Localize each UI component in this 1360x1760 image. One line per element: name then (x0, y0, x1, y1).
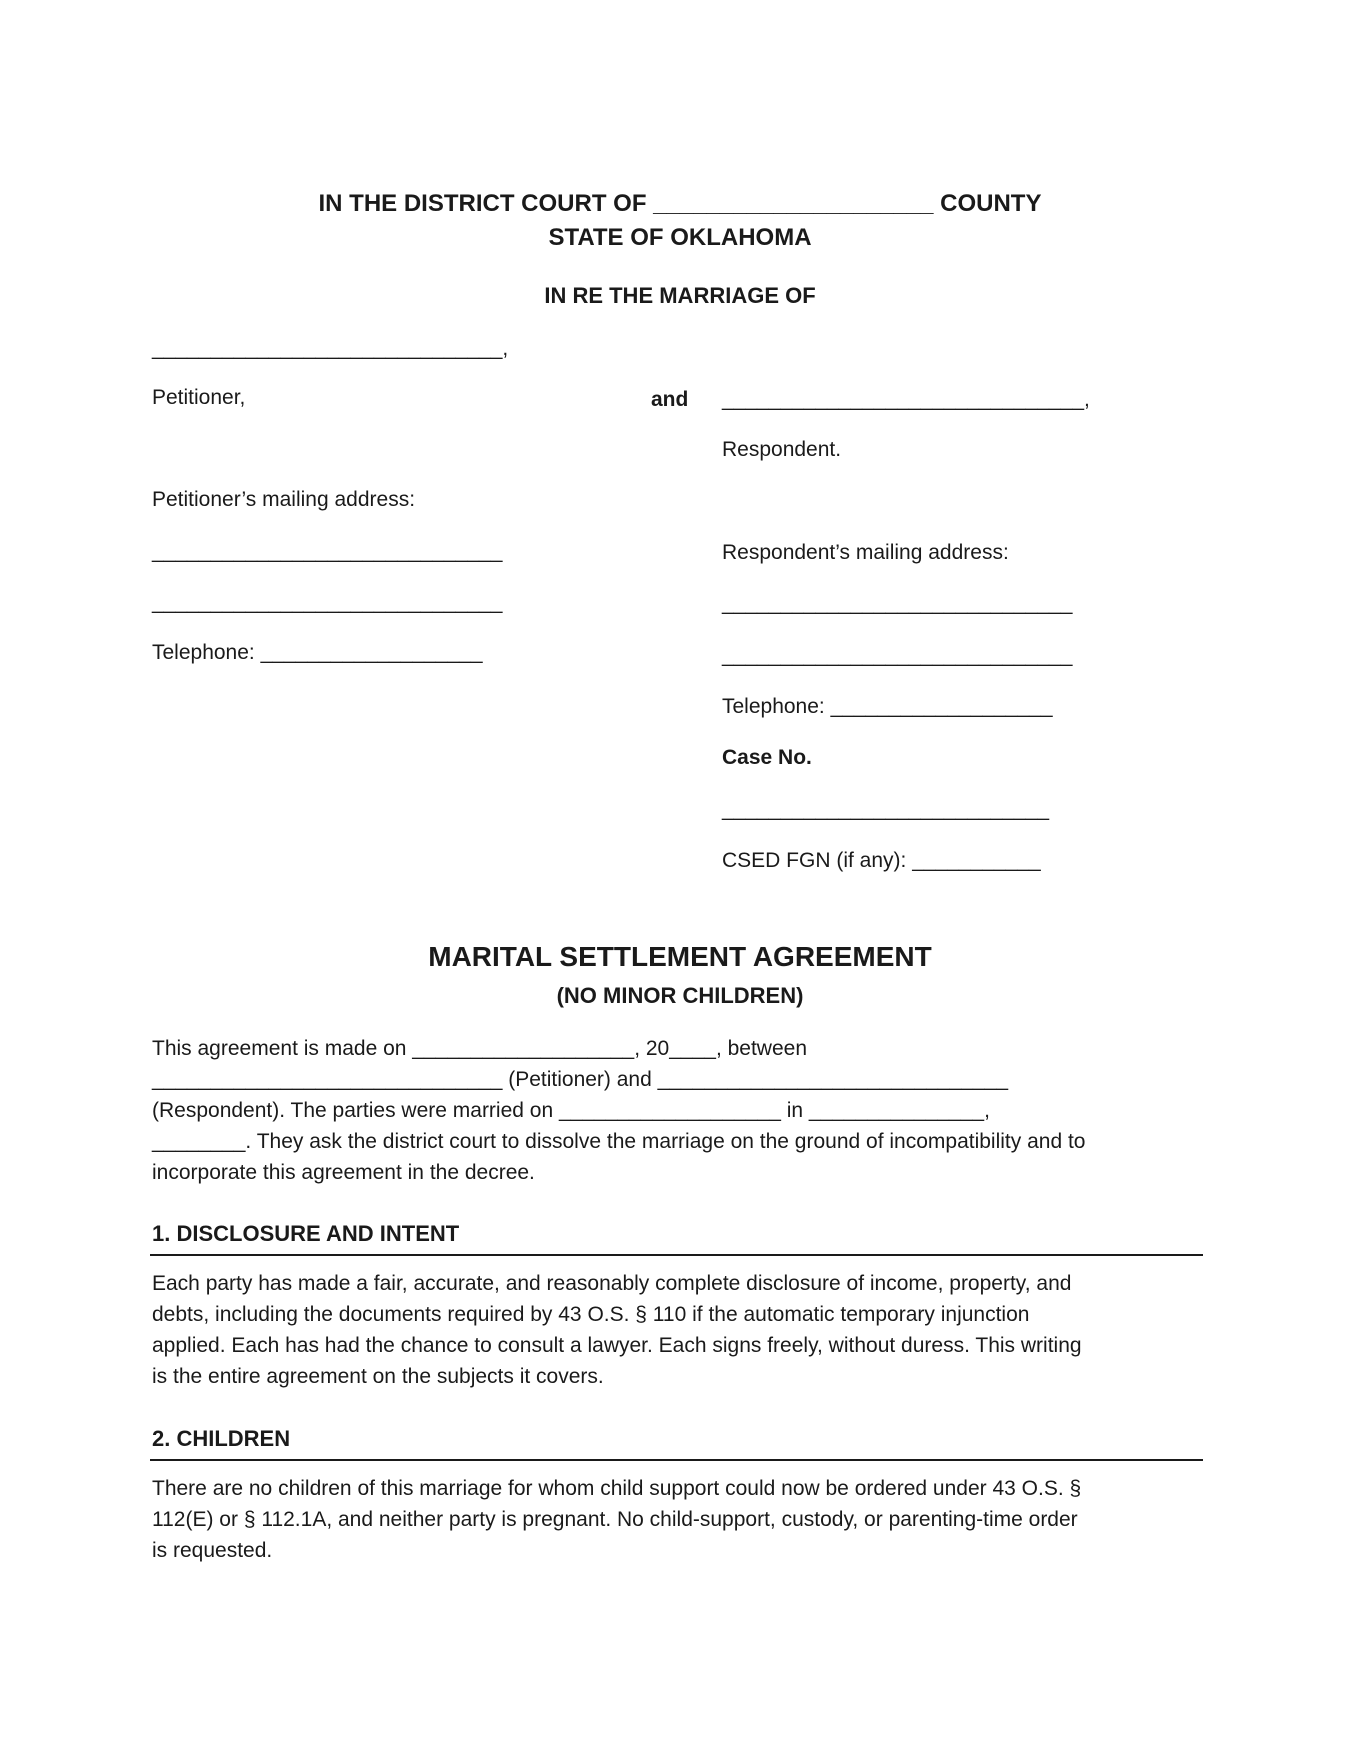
document-title: MARITAL SETTLEMENT AGREEMENT (428, 941, 932, 972)
intro-line: incorporate this agreement in the decree. (152, 1161, 535, 1184)
petitioner-address-label: Petitioner’s mailing address: (152, 488, 416, 511)
section-2-paragraph (152, 1473, 1222, 1566)
section-1-line: is the entire agreement on the subjects it covers. (152, 1365, 604, 1388)
respondent-label: Respondent. (722, 438, 842, 461)
section-1-paragraph (152, 1268, 1222, 1392)
petitioner-address-line-2: ______________________________ (152, 591, 503, 614)
petitioner-label: Petitioner, (152, 386, 246, 409)
case-number-blank: ____________________________ (722, 798, 1050, 821)
respondent-name-blank: _______________________________, (722, 388, 1090, 411)
petitioner-address-line-1: ______________________________ (152, 540, 503, 563)
respondent-address-line-1: ______________________________ (722, 592, 1073, 615)
section-2-line: is requested. (152, 1539, 273, 1562)
intro-line: (Respondent). The parties were married on ___________________ in _______________, (152, 1099, 990, 1122)
section-2-line: 112(E) or § 112.1A, and neither party is pregnant. No child-support, custody, or parenting-time order (152, 1508, 1078, 1531)
csed-fgn-field: CSED FGN (if any): ___________ (722, 849, 1041, 872)
section-1-line: applied. Each has had the chance to consult a lawyer. Each signs freely, without duress. This writing (152, 1334, 1082, 1357)
section-1-line: Each party has made a fair, accurate, and reasonably complete disclosure of income, property, and (152, 1272, 1072, 1295)
respondent-address-label: Respondent’s mailing address: (722, 541, 1009, 564)
intro-paragraph (152, 1033, 1222, 1188)
court-caption-line: IN THE DISTRICT COURT OF _____________________ COUNTY (318, 190, 1042, 217)
state-caption-line: STATE OF OKLAHOMA (548, 224, 812, 251)
section-1-heading: 1. DISCLOSURE AND INTENT (152, 1221, 460, 1246)
section-2-heading: 2. CHILDREN (152, 1426, 291, 1451)
section-1-line: debts, including the documents required by 43 O.S. § 110 if the automatic temporary injunction (152, 1303, 1030, 1326)
document-subtitle: (NO MINOR CHILDREN) (556, 983, 804, 1008)
section-1-divider (150, 1254, 1203, 1256)
petitioner-telephone: Telephone: ___________________ (152, 641, 483, 664)
in-re-heading: IN RE THE MARRIAGE OF (544, 283, 816, 308)
and-label: and (651, 388, 689, 411)
petitioner-name-blank: ______________________________, (152, 337, 509, 360)
respondent-address-line-2: ______________________________ (722, 644, 1073, 667)
intro-line: ______________________________ (Petitioner) and ______________________________ (152, 1068, 1008, 1091)
intro-line: This agreement is made on ___________________, 20____, between (152, 1037, 808, 1060)
case-number-label: Case No. (722, 746, 812, 769)
section-2-divider (150, 1459, 1203, 1461)
respondent-telephone: Telephone: ___________________ (722, 695, 1053, 718)
section-2-line: There are no children of this marriage for whom child support could now be ordered under 43 O.S. § (152, 1477, 1082, 1500)
intro-line: ________. They ask the district court to dissolve the marriage on the ground of incompatibility and to (152, 1130, 1086, 1153)
